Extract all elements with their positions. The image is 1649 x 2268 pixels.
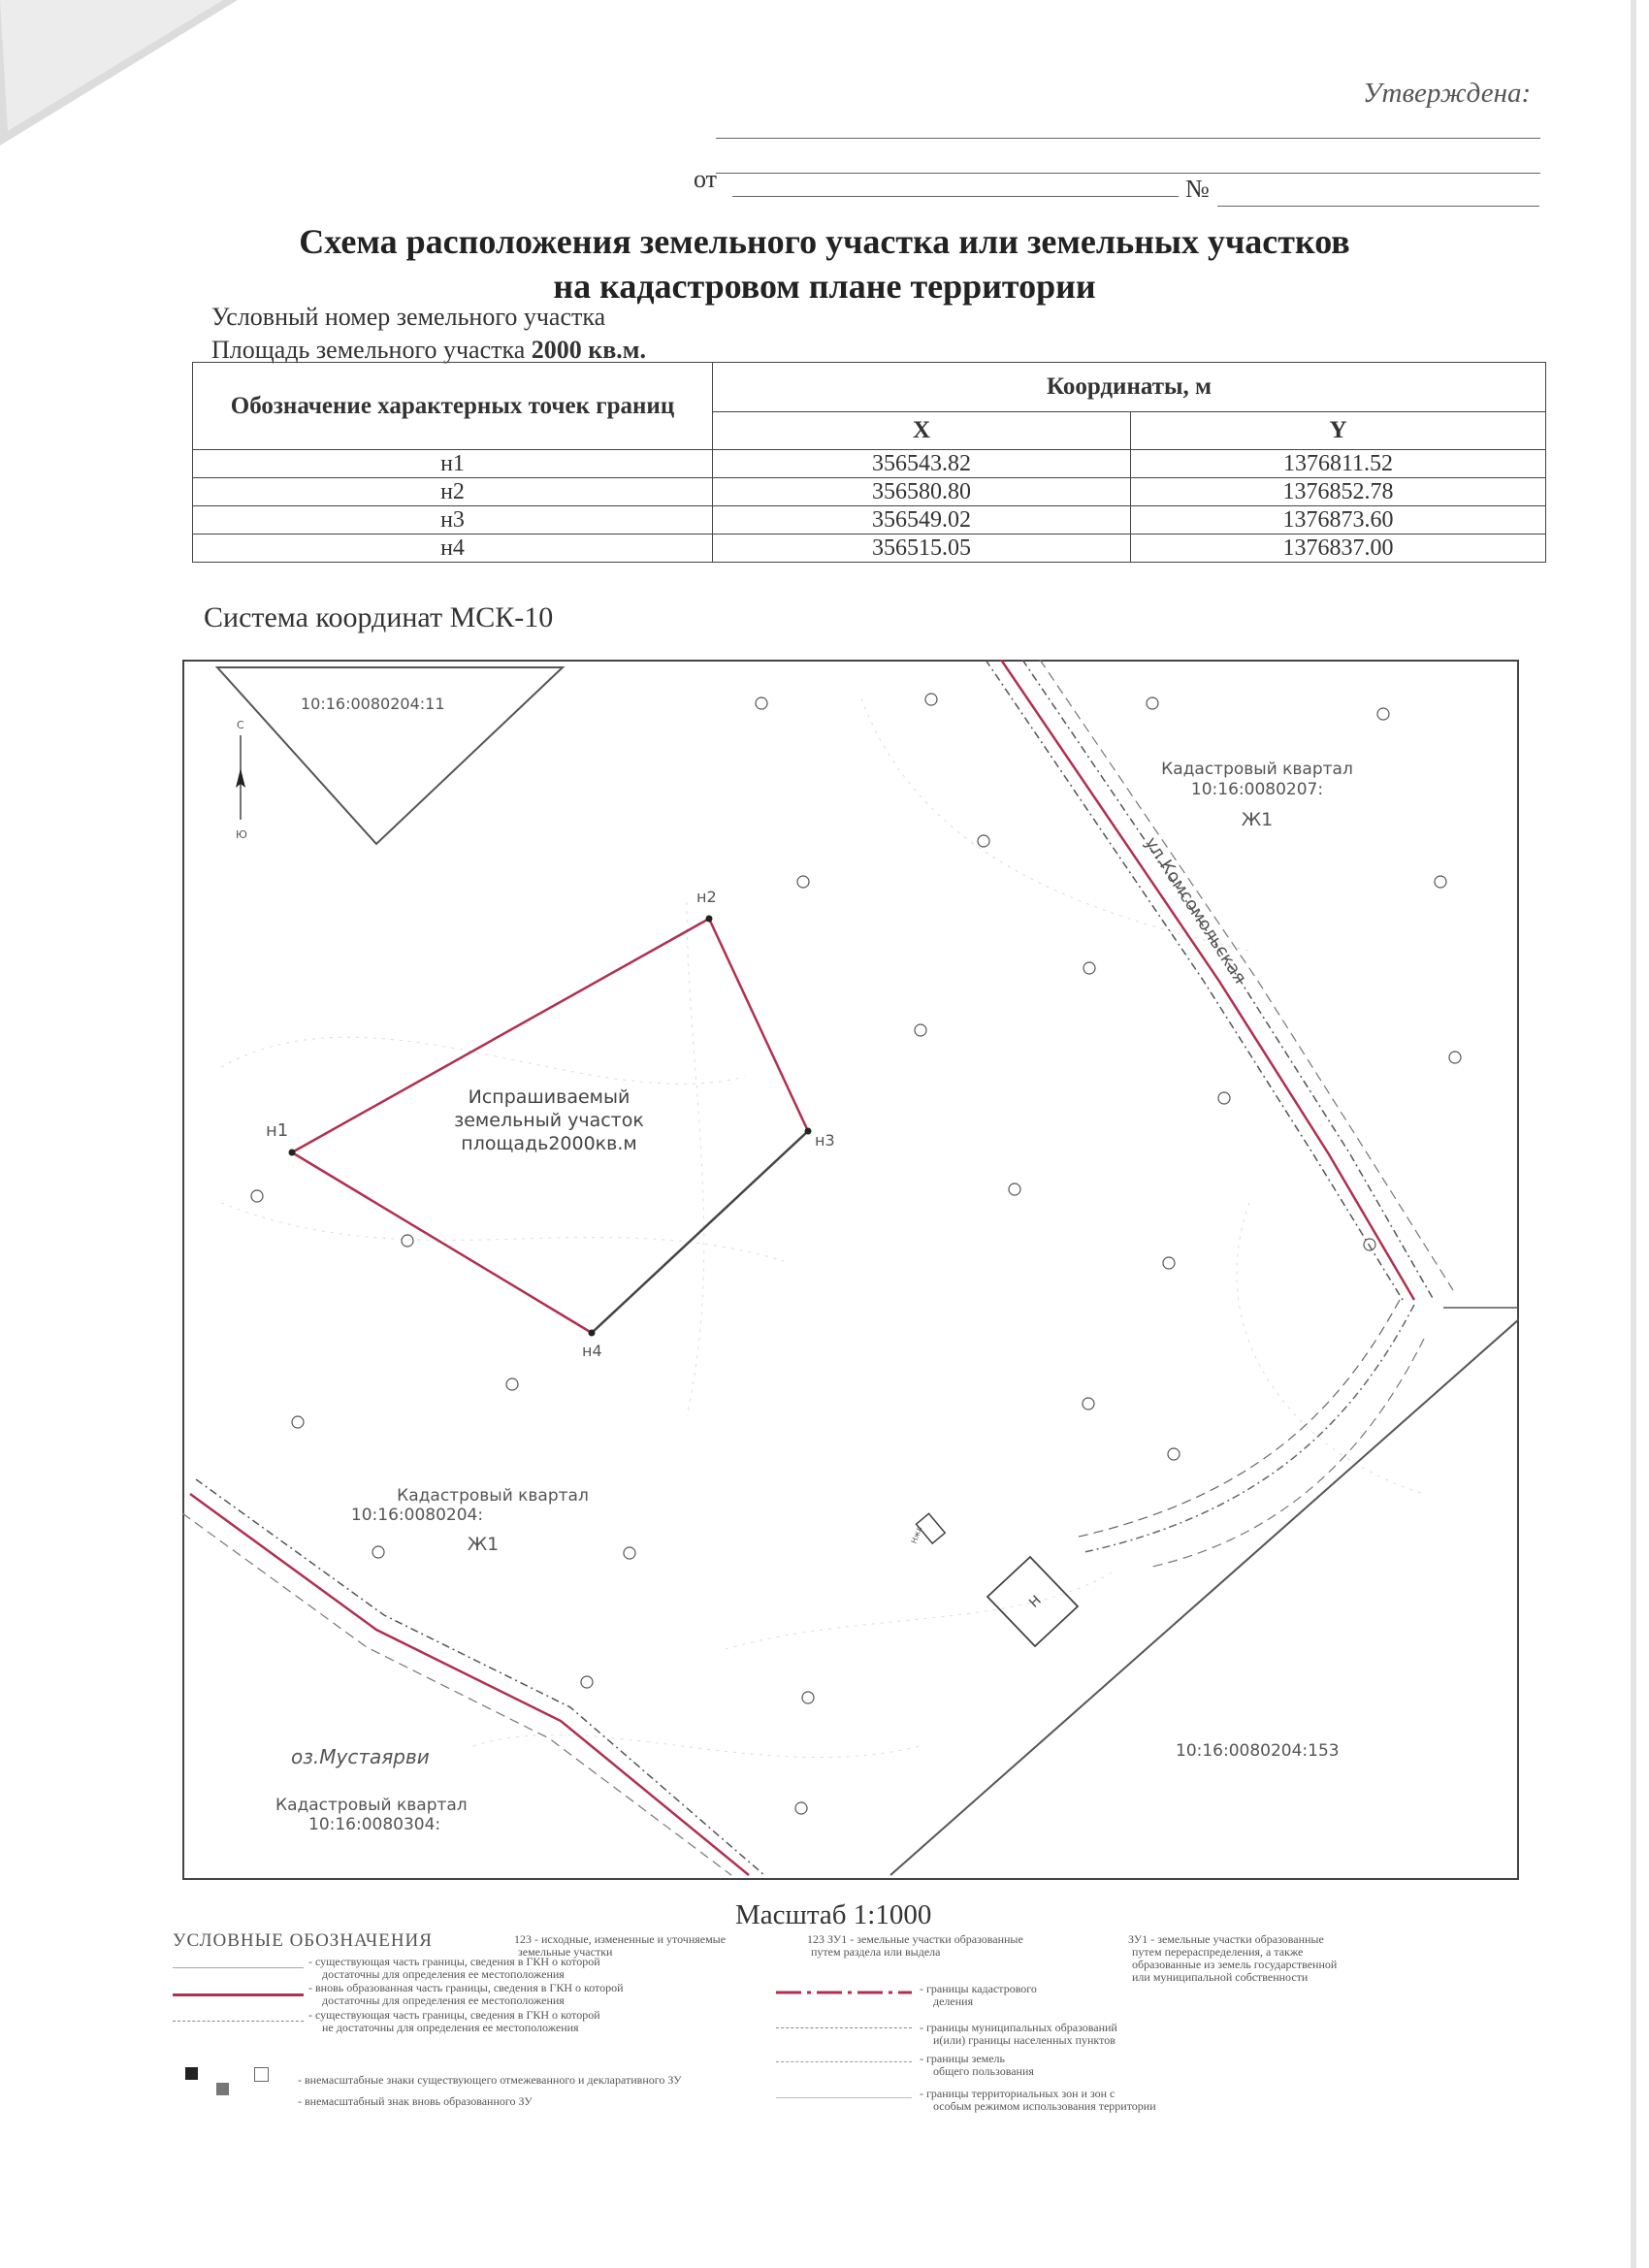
point-label: н3	[815, 1131, 835, 1150]
legend-item-signs-existing: - внемасштабные знаки существующего отмежеванного и декларативного ЗУ	[298, 2073, 682, 2087]
coordinate-system: Система координат МСК-10	[204, 601, 554, 633]
parcel-area-label: Площадь земельного участка	[211, 336, 526, 364]
cadastral-map	[182, 660, 1519, 1880]
quarter-label: Кадастровый квартал	[397, 1486, 589, 1506]
point-n3-marker	[805, 1128, 812, 1135]
survey-markers	[251, 694, 1461, 1814]
survey-marker-icon	[251, 1190, 263, 1202]
survey-marker-icon	[1377, 708, 1389, 720]
survey-marker-icon	[1364, 1239, 1375, 1250]
y-cell: 1376873.60	[1131, 506, 1546, 535]
survey-marker-icon	[372, 1546, 384, 1558]
quarter-204-label	[351, 1486, 589, 1555]
requested-label-3: площадь2000кв.м	[461, 1133, 637, 1154]
legend-swatch-quarter	[776, 1987, 912, 1998]
survey-marker-icon	[624, 1547, 635, 1559]
coordinates-table	[192, 362, 1546, 563]
quarter-label: Кадастровый квартал	[275, 1796, 468, 1815]
legend-swatch-public	[776, 2061, 912, 2062]
survey-marker-icon	[1163, 1257, 1175, 1269]
survey-marker-icon	[402, 1235, 413, 1247]
survey-marker-icon	[506, 1378, 518, 1390]
table-row	[193, 478, 1546, 506]
legend-item-zu-redistribution	[1128, 1933, 1337, 1984]
survey-marker-icon	[925, 694, 937, 705]
survey-marker-icon	[797, 876, 809, 888]
parcel-area-value: 2000 кв.м.	[531, 336, 646, 364]
zone-label: Ж1	[1241, 809, 1274, 830]
legend-text: земельные участки	[518, 1945, 613, 1959]
legend-swatch-new	[173, 1993, 304, 1996]
parcel-11-label: 10:16:0080204:11	[301, 695, 445, 713]
building-mark: Н	[1026, 1592, 1045, 1611]
map-drawing	[182, 660, 1519, 1880]
legend-text: - вновь образованная часть границы, сведения в ГКН о которой	[308, 1981, 624, 1994]
survey-marker-icon	[756, 697, 767, 709]
legend-sign-declared-icon	[216, 2083, 229, 2095]
survey-marker-icon	[1218, 1092, 1230, 1104]
requested-label-1: Испрашиваемый	[468, 1086, 630, 1108]
legend-text: особым режимом использования территории	[933, 2099, 1156, 2113]
table-row	[193, 535, 1546, 563]
survey-marker-icon	[978, 835, 989, 847]
legend-text: образованные из земель государственной	[1132, 1958, 1338, 1971]
legend-text: 123 ЗУ1 - земельные участки образованные	[807, 1932, 1023, 1946]
legend-text: деления	[933, 1994, 974, 2008]
number-line	[1217, 206, 1539, 207]
header-points: Обозначение характерных точек границ	[193, 363, 713, 450]
title-line-1: Схема расположения земельного участка или земельных участков	[299, 222, 1350, 261]
legend-text: - существующая часть границы, сведения в ГКН о которой	[308, 2008, 600, 2022]
point-cell: н2	[193, 478, 713, 506]
legend-sign-new-icon	[254, 2067, 269, 2082]
y-cell: 1376811.52	[1131, 450, 1546, 478]
survey-marker-icon	[1449, 1052, 1461, 1063]
point-cell: н4	[193, 535, 713, 563]
x-cell: 356549.02	[713, 506, 1131, 535]
approved-label: Утверждена:	[1363, 78, 1532, 109]
legend-text: ЗУ1 - земельные участки образованные	[1128, 1932, 1324, 1946]
survey-marker-icon	[795, 1802, 807, 1814]
parcel-area	[211, 336, 646, 365]
legend-swatch-existing	[173, 1967, 304, 1968]
shed	[910, 1513, 946, 1544]
legend-text: - границы кадастрового	[920, 1982, 1037, 1995]
table-row	[193, 450, 1546, 478]
point-cell: н3	[193, 506, 713, 535]
legend-title: УСЛОВНЫЕ ОБОЗНАЧЕНИЯ	[173, 1930, 433, 1951]
legend-item-points	[514, 1933, 726, 1959]
requested-label-2: земельный участок	[454, 1110, 644, 1131]
legend-swatch-municipal	[776, 2027, 912, 2028]
survey-marker-icon	[1083, 962, 1095, 974]
parcel-153-label: 10:16:0080204:153	[1176, 1741, 1340, 1761]
legend-text: достаточны для определения ее местоположения	[322, 1967, 565, 1981]
approval-line	[716, 138, 1540, 139]
y-cell: 1376837.00	[1131, 535, 1546, 563]
south-label: Ю	[236, 828, 247, 841]
table-row	[193, 506, 1546, 535]
survey-marker-icon	[1009, 1183, 1020, 1195]
faint-boundaries	[221, 698, 1424, 1758]
parcel-number-label: Условный номер земельного участка	[211, 303, 606, 331]
lake-label: оз.Мустаярви	[291, 1745, 430, 1768]
approval-line	[716, 173, 1540, 174]
street-label: ул.Комсомольская	[1140, 833, 1251, 988]
legend-text: - границы земель	[920, 2052, 1006, 2065]
y-cell: 1376852.78	[1131, 478, 1546, 506]
point-cell: н1	[193, 450, 713, 478]
legend-item-quarter	[920, 1983, 1037, 2008]
legend-text: достаточны для определения ее местоположения	[322, 1993, 565, 2007]
legend-text: путем раздела или выдела	[811, 1945, 941, 1959]
parcel-153-boundary	[890, 1319, 1519, 1875]
legend-swatch-territorial	[776, 2097, 912, 2098]
zone-label: Ж1	[467, 1534, 500, 1555]
page-title	[146, 219, 1504, 308]
survey-marker-icon	[292, 1416, 304, 1428]
legend-item-public	[920, 2053, 1034, 2078]
quarter-number: 10:16:0080207:	[1190, 780, 1324, 799]
legend-item-territorial	[920, 2088, 1156, 2113]
map-scale: Масштаб 1:1000	[735, 1899, 932, 1930]
legend-item-existing-insufficient	[308, 2009, 600, 2034]
shed-mark: Нжл	[909, 1525, 924, 1545]
number-label: №	[1185, 175, 1210, 203]
date-line	[732, 196, 1179, 197]
legend-text: или муниципальной собственности	[1132, 1970, 1309, 1984]
legend-swatch-existing-dashed	[173, 2021, 304, 2022]
title-line-2: на кадастровом плане территории	[553, 267, 1096, 306]
point-n1-marker	[289, 1150, 296, 1156]
survey-marker-icon	[1168, 1448, 1180, 1460]
quarter-number: 10:16:0080204:	[350, 1506, 484, 1525]
x-cell: 356515.05	[713, 535, 1131, 563]
survey-marker-icon	[1435, 876, 1446, 888]
x-cell: 356543.82	[713, 450, 1131, 478]
legend-text: - границы территориальных зон и зон с	[920, 2087, 1116, 2100]
legend-text: путем перераспределения, а также	[1132, 1945, 1304, 1959]
point-label: н2	[696, 888, 717, 906]
survey-marker-icon	[915, 1024, 926, 1036]
survey-marker-icon	[802, 1692, 814, 1703]
legend-sign-existing-icon	[185, 2067, 198, 2080]
legend-text: не достаточны для определения ее местоположения	[322, 2021, 579, 2034]
legend-text: - существующая часть границы, сведения в ГКН о которой	[308, 1955, 600, 1968]
quarter-207-label	[1161, 760, 1353, 830]
building	[987, 1557, 1078, 1646]
north-label: С	[237, 719, 244, 731]
legend-text: и(или) границы населенных пунктов	[933, 2033, 1116, 2047]
legend-item-municipal	[920, 2022, 1117, 2047]
requested-parcel	[266, 888, 835, 1360]
x-cell: 356580.80	[713, 478, 1131, 506]
from-label: от	[694, 165, 718, 193]
legend-item-sign-new: - внемасштабный знак вновь образованного ЗУ	[298, 2094, 533, 2108]
point-n4-marker	[589, 1330, 596, 1337]
header-coordinates: Координаты, м	[713, 363, 1546, 412]
north-arrow	[236, 719, 247, 841]
legend-item-new	[308, 1982, 624, 2007]
quarter-label: Кадастровый квартал	[1161, 760, 1353, 779]
survey-marker-icon	[581, 1676, 593, 1688]
quarter-number: 10:16:0080304:	[308, 1815, 441, 1834]
survey-marker-icon	[1147, 697, 1158, 709]
legend-text: 123 - исходные, измененные и уточняемые	[514, 1932, 727, 1946]
point-label: н4	[582, 1342, 602, 1360]
legend-item-existing	[308, 1956, 600, 1981]
point-n2-marker	[706, 916, 713, 923]
header-y: Y	[1131, 412, 1546, 450]
point-label: н1	[266, 1120, 289, 1141]
legend-item-zu-split	[807, 1933, 1023, 1959]
legend-text: общего пользования	[933, 2064, 1034, 2078]
header-x: X	[713, 412, 1131, 450]
legend-text: - границы муниципальных образований	[920, 2021, 1117, 2034]
survey-marker-icon	[1083, 1398, 1094, 1409]
map-frame	[183, 661, 1518, 1879]
